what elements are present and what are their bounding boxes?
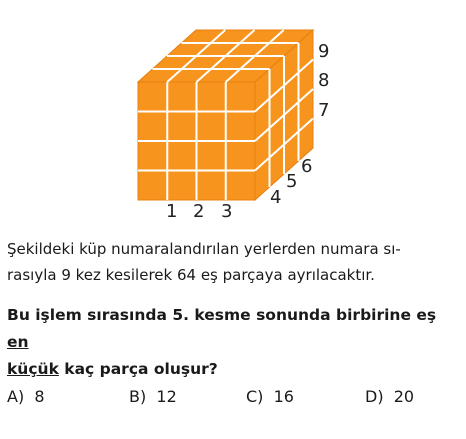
option-c-letter: C) [246, 387, 264, 406]
question-line2 [7, 356, 459, 383]
question-underlined-kucuk: küçük [7, 360, 59, 378]
option-b[interactable] [129, 386, 177, 408]
option-a[interactable] [7, 386, 45, 408]
question-line1 [7, 302, 459, 356]
option-a-value: 8 [34, 387, 45, 406]
cut-label-2: 2 [193, 201, 205, 222]
option-c[interactable] [246, 386, 294, 408]
option-d-value: 20 [393, 387, 415, 406]
cut-label-6: 6 [301, 156, 313, 177]
problem-text [7, 236, 459, 288]
cut-label-4: 4 [270, 187, 282, 208]
cut-label-8: 8 [318, 70, 330, 91]
problem-text-line2: rasıyla 9 kez kesilerek 64 eş parçaya ayrılacaktır. [7, 266, 375, 284]
question-line2-part-b: kaç parça oluşur? [58, 360, 218, 378]
cut-label-9: 9 [318, 41, 330, 62]
question-text [7, 302, 459, 383]
cut-label-7: 7 [318, 100, 330, 121]
option-a-letter: A) [7, 387, 25, 406]
question-line1-part-a: Bu işlem sırasında 5. kesme sonunda birbirine eş [7, 306, 437, 324]
problem-text-line1: Şekildeki küp numaralandırılan yerlerden numara sı- [7, 240, 401, 258]
cut-label-1: 1 [166, 201, 178, 222]
option-b-letter: B) [129, 387, 147, 406]
option-c-value: 16 [273, 387, 294, 406]
option-d[interactable] [365, 386, 414, 408]
cut-label-5: 5 [286, 171, 298, 192]
option-b-value: 12 [156, 387, 177, 406]
question-underlined-en: en [7, 333, 29, 351]
option-d-letter: D) [365, 387, 384, 406]
cut-label-3: 3 [221, 201, 233, 222]
